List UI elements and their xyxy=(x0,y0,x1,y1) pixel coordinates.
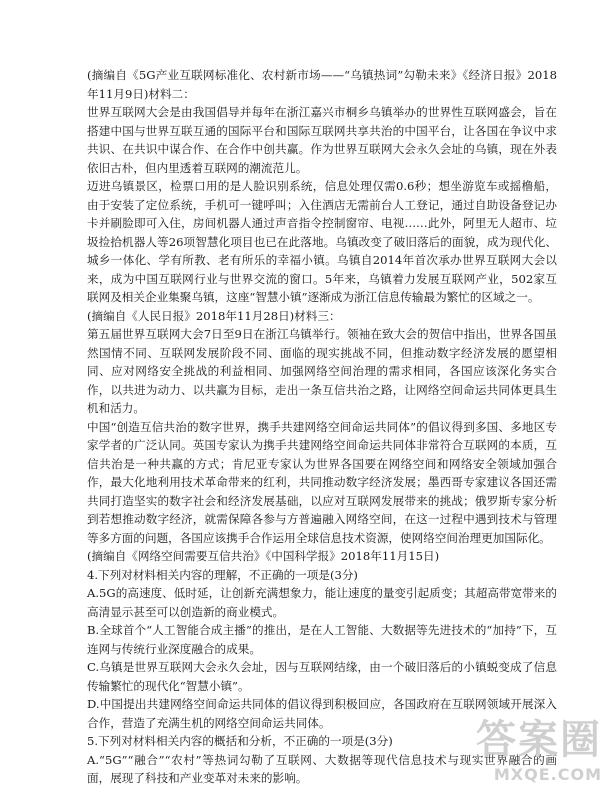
material-3-paragraph-1: 第五届世界互联网大会7日至9日在浙江乌镇举行。领袖在致大会的贺信中指出，世界各国虽然国情不同、互联网发展阶段不同、面临的现实挑战不同，但推动数字经济发展的愿望相同、应对网络安全挑战的利益相同、加强网络空间治理的需求相同，各国应该深化务实合作，以共进为动力、以共赢为目标，走出一条互信共治之路，让网络空间命运共同体更具生机和活力。 xyxy=(87,327,557,415)
watermark-domain: MXQE.COM xyxy=(493,765,602,784)
question-5-option-a: A.“5G”“融合”“农村”等热词勾勒了互联网、大数据等现代信息技术与现实世界融合的画面，展现了科技和产业变革对未来的影响。 xyxy=(87,752,557,785)
material-2-paragraph-1: 世界互联网大会是由我国倡导并每年在浙江嘉兴市桐乡乌镇举办的世界性互联网盛会，旨在搭建中国与世界互联互通的国际平台和国际互联网共享共治的中国平台，让各国在争议中求共识、在共识中谋合作、在合作中创共赢。作为世界互联网大会永久会址的乌镇，现在外表依旧古朴，但内里透着互联网的潮流范儿。 xyxy=(87,105,557,175)
question-4-option-b: B.全球首个“人工智能合成主播”的推出，是在人工智能、大数据等先进技术的“加持”下，互连网与传统行业深度融合的成果。 xyxy=(87,623,557,656)
question-4: 4.下列对材料相关内容的理解，不正确的一项是(3分) xyxy=(87,567,358,582)
source-line-1: (摘编自《5G产业互联网标准化、农村新市场——“乌镇热词”勾勒未来》《经济日报》2018年11月9日)材料二： xyxy=(87,68,557,101)
source-line-3: (摘编自《网络空间需要互信共治》《中国科学报》2018年11月15日) xyxy=(87,549,440,563)
document-body xyxy=(87,66,557,788)
question-4-option-a: A.5G的高速度、低时延，让创新充满想象力，能让速度的量变引起质变；其超高带宽带来的高清显示甚至可以创造新的商业模式。 xyxy=(87,586,557,619)
material-2-paragraph-2: 迈进乌镇景区，检票口用的是人脸识别系统，信息处理仅需0.6秒；想坐游览车或摇橹船，由于安装了定位系统，手机可一键呼叫；入住酒店无需前台人工登记，通过自助设备登记办卡并刷脸即可入住，房间机器人通过声音指令控制窗帘、电视……此外，阿里无人超市、垃圾捡拾机器人等26项智慧化项目也已在此落地。乌镇改变了破旧落后的面貌，成为现代化、城乡一体化、学有所教、老有所乐的幸福小镇。乌镇自2014年首次承办世界互联网大会以来，成为中国互联网行业与世界交流的窗口。5年来，乌镇着力发展互联网产业，502家互联网及相关企业集聚乌镇，这座“智慧小镇”逐渐成为浙江信息传输最为繁忙的区域之一。 xyxy=(87,179,557,304)
watermark-logo xyxy=(476,708,602,784)
watermark-text: 答案圈 xyxy=(476,717,602,763)
material-3-paragraph-2: 中国“创造互信共治的数字世界，携手共建网络空间命运共同体”的倡议得到多国、多地区专家学者的广泛认同。英国专家认为携手共建网络空间命运共同体非常符合互联网的本质，互信共治是一种共赢的方式；肯尼亚专家认为世界各国要在网络空间和网络安全领域加强合作，最大化地利用技术革命带来的红利，共同推动数字经济发展；墨西哥专家建议各国还需共同打造坚实的数字社会和经济发展基础，以应对互联网发展带来的挑战；俄罗斯专家分析到若想推动数字经济，就需保障各参与方普遍融入网络空间，在这一过程中遇到技术与管理等多方面的问题，各国应该携手合作运用全球信息技术资源，使网络空间治理更加国际化。 xyxy=(87,419,557,545)
source-line-2: (摘编自《人民日报》2018年11月28日)材料三： xyxy=(87,308,341,323)
question-4-option-d: D.中国提出共建网络空间命运共同体的倡议得到积极回应，各国政府在互联网领域开展深入合作，营造了充满生机的网络空间命运共同体。 xyxy=(87,697,557,730)
question-5: 5.下列对材料相关内容的概括和分析，不正确的一项是(3分) xyxy=(87,734,393,748)
question-4-option-c: C.乌镇是世界互联网大会永久会址，因与互联网结缘，由一个破旧落后的小镇蜕变成了信息传输繁忙的现代化“智慧小镇”。 xyxy=(87,660,557,693)
